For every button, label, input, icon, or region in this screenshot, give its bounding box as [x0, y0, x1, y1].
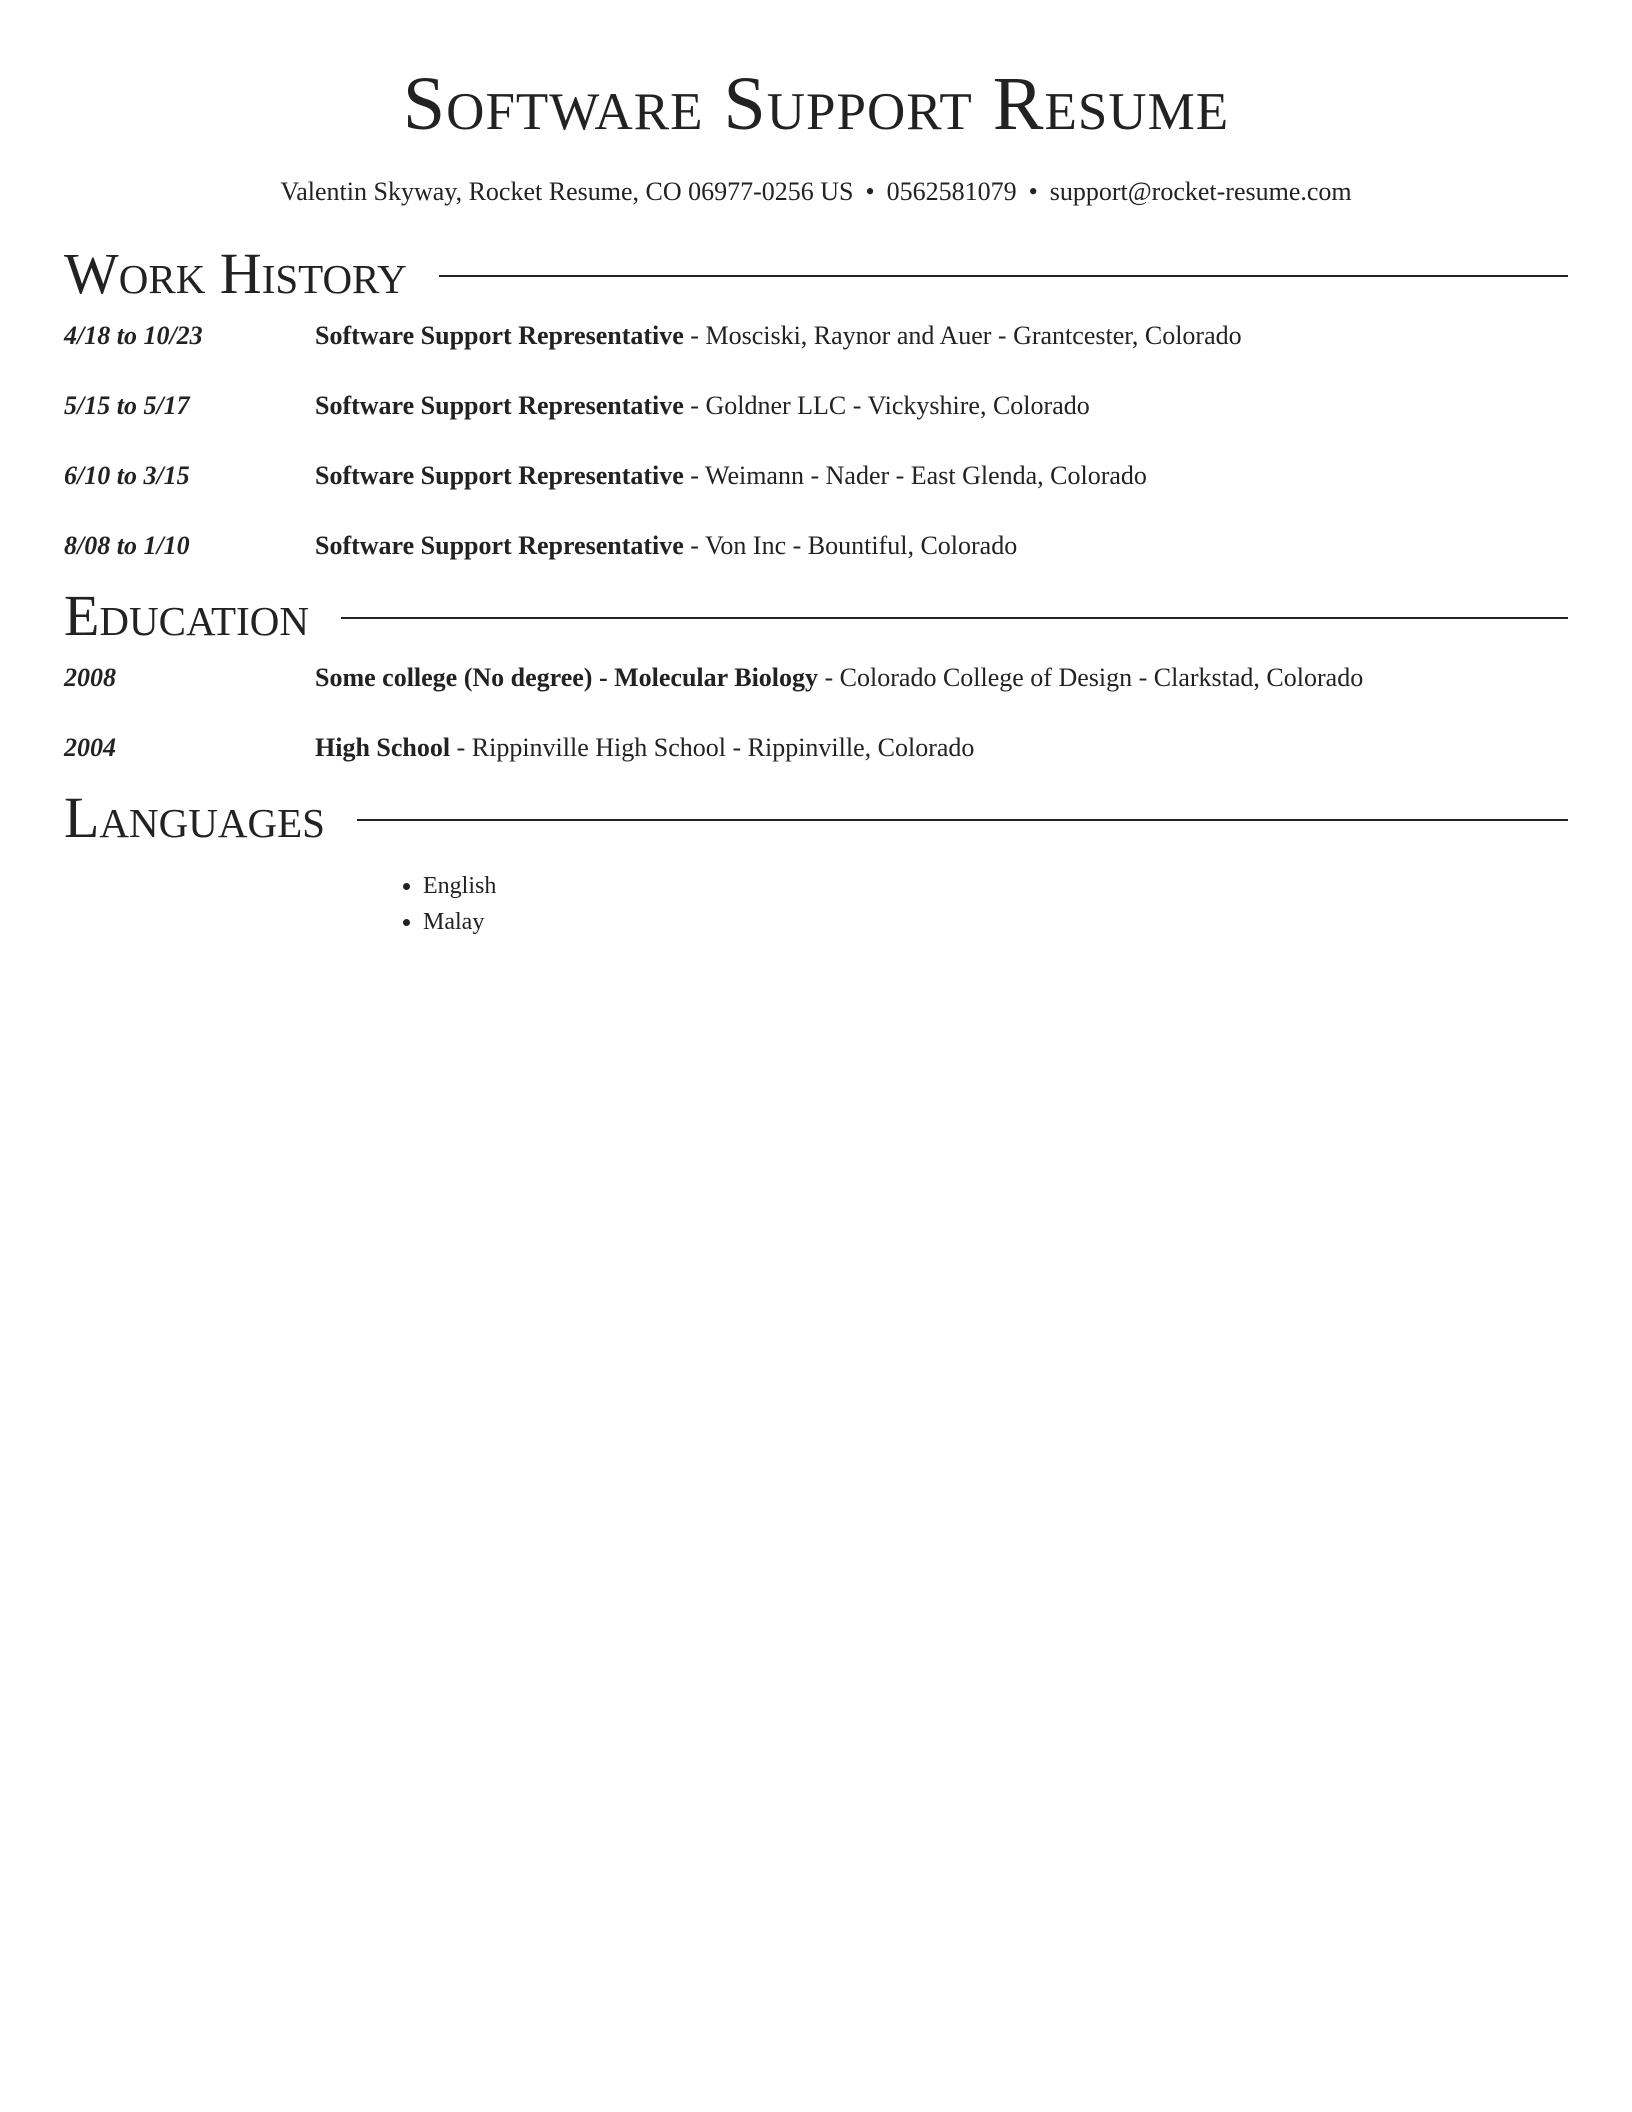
- languages-heading-row: [64, 786, 1568, 850]
- language-item: • English: [423, 868, 1568, 904]
- work-entry-body: [315, 390, 1090, 422]
- section-divider: [341, 617, 1568, 619]
- work-entry-details: - Weimann - Nader - East Glenda, Colorado: [683, 461, 1147, 490]
- education-list: [64, 662, 1568, 764]
- work-entry: [64, 530, 1568, 562]
- contact-separator: •: [865, 177, 875, 206]
- contact-separator: •: [1028, 177, 1038, 206]
- work-entry: [64, 320, 1568, 352]
- contact-address: Valentin Skyway, Rocket Resume, CO 06977-0256 US: [280, 177, 854, 206]
- education-entry-date: 2004: [64, 733, 116, 762]
- work-entry-date: 5/15 to 5/17: [64, 391, 190, 420]
- work-history-heading-row: [64, 242, 1568, 306]
- work-entry-date: 8/08 to 1/10: [64, 531, 190, 560]
- education-heading: Education: [64, 583, 309, 648]
- work-entry: [64, 390, 1568, 422]
- work-entry-body: [315, 460, 1147, 492]
- education-entry-details: - Rippinville High School - Rippinville, Colorado: [450, 733, 975, 762]
- section-divider: [439, 275, 1568, 277]
- work-entry-role: Software Support Representative: [315, 391, 684, 420]
- work-entry-role: Software Support Representative: [315, 321, 684, 350]
- education-entry-degree: High School: [315, 733, 451, 762]
- languages-list: [379, 868, 1568, 940]
- education-entry-date: 2008: [64, 663, 116, 692]
- education-entry-body: [315, 662, 1363, 694]
- work-entry: [64, 460, 1568, 492]
- work-entry-details: - Von Inc - Bountiful, Colorado: [683, 531, 1018, 560]
- contact-line: [64, 176, 1568, 208]
- language-item: • Malay: [423, 904, 1568, 940]
- education-entry-degree: Some college (No degree) - Molecular Biology: [315, 663, 819, 692]
- work-entry-role: Software Support Representative: [315, 531, 684, 560]
- contact-phone: 0562581079: [886, 177, 1017, 206]
- languages-heading: Languages: [64, 785, 325, 850]
- education-heading-row: [64, 584, 1568, 648]
- education-entry: [64, 662, 1568, 694]
- work-history-list: [64, 320, 1568, 562]
- work-entry-details: - Mosciski, Raynor and Auer - Grantcester, Colorado: [683, 321, 1242, 350]
- work-entry-date: 6/10 to 3/15: [64, 461, 190, 490]
- section-divider: [357, 819, 1568, 821]
- education-entry: [64, 732, 1568, 764]
- work-history-heading: Work History: [64, 241, 407, 306]
- work-entry-details: - Goldner LLC - Vickyshire, Colorado: [683, 391, 1090, 420]
- education-entry-body: [315, 732, 974, 764]
- contact-email: support@rocket-resume.com: [1049, 177, 1352, 206]
- work-entry-body: [315, 320, 1242, 352]
- work-entry-body: [315, 530, 1017, 562]
- work-entry-role: Software Support Representative: [315, 461, 684, 490]
- resume-title: Software Support Resume: [402, 62, 1230, 146]
- work-entry-date: 4/18 to 10/23: [64, 321, 203, 350]
- education-entry-details: - Colorado College of Design - Clarkstad, Colorado: [818, 663, 1364, 692]
